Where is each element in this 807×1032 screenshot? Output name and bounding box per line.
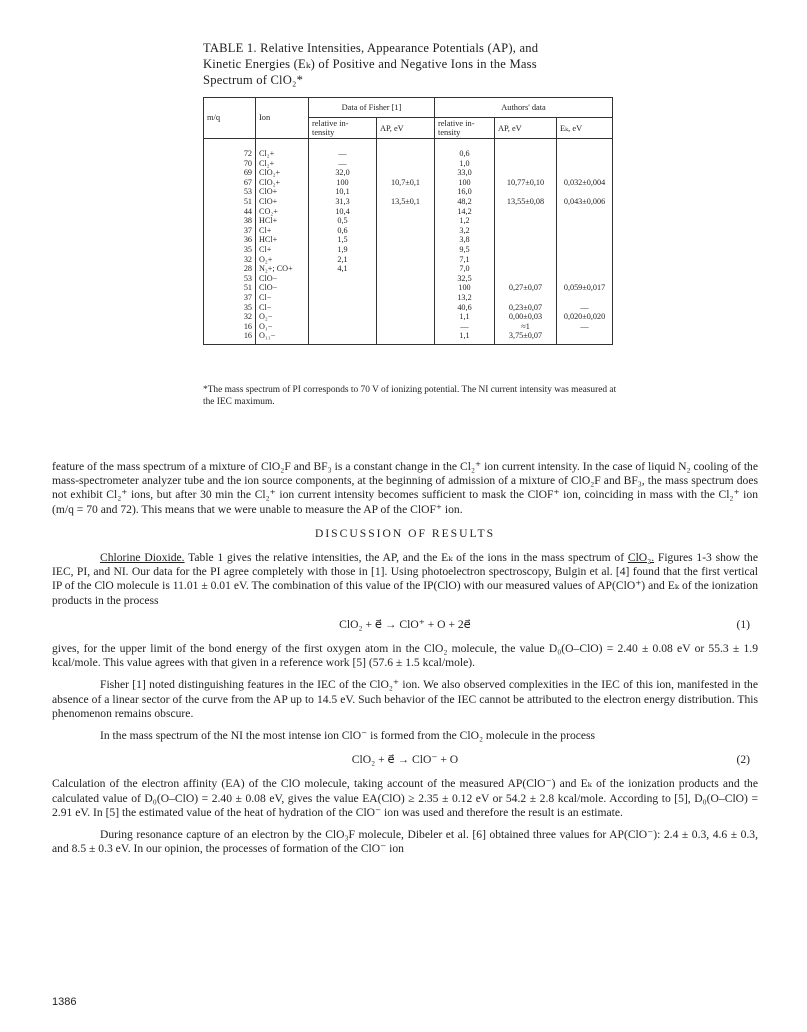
cell-ion: ClO₂+ <box>256 168 309 178</box>
cell-a-ek <box>557 264 613 274</box>
cell-ion: N₂+; CO+ <box>256 264 309 274</box>
table-row <box>204 207 613 217</box>
paragraph-7: During resonance capture of an electron by the ClO₃F molecule, Dibeler et al. [6] obtained three values for AP(ClO⁻): 2.4 ± 0.3, 4.6 ± 0.3, and 8.5 ± 0.3 eV. In our opinion, the processes of formation of the ClO⁻ ion <box>52 828 758 856</box>
cell-f-ap <box>377 245 435 255</box>
equation-1-text: ClO₂ + e⃗ → ClO⁺ + O + 2e⃗ <box>339 617 471 631</box>
cell-f-rel <box>309 322 377 332</box>
cell-f-ap <box>377 226 435 236</box>
caption-line-1: TABLE 1. Relative Intensities, Appearance Potentials (AP), and <box>203 41 539 55</box>
cell-mq: 28 <box>204 264 256 274</box>
cell-a-rel: 7,0 <box>435 264 495 274</box>
table-row <box>204 216 613 226</box>
header-authors-group: Authors' data <box>435 98 613 118</box>
cell-a-rel: 48,2 <box>435 197 495 207</box>
cell-f-rel: 1,5 <box>309 235 377 245</box>
table-row <box>204 159 613 169</box>
cell-a-ek: — <box>557 303 613 313</box>
cell-a-ap: 0,00±0,03 <box>495 312 557 322</box>
header-ion: Ion <box>256 98 309 139</box>
cell-ion: ClO₂+ <box>256 178 309 188</box>
cell-ion: Cl₂+ <box>256 149 309 159</box>
table-caption <box>203 40 623 88</box>
cell-a-ek <box>557 216 613 226</box>
cell-ion: O₂+ <box>256 255 309 265</box>
cell-ion: O₁− <box>256 322 309 332</box>
table-row <box>204 303 613 313</box>
table-row <box>204 149 613 159</box>
cell-a-rel: 16,0 <box>435 187 495 197</box>
cell-a-rel: 1,0 <box>435 159 495 169</box>
paragraph-2-underlined: ClO₂. <box>627 551 655 565</box>
data-table <box>203 97 613 345</box>
cell-f-rel: 2,1 <box>309 255 377 265</box>
cell-mq: 51 <box>204 283 256 293</box>
cell-mq: 44 <box>204 207 256 217</box>
equation-1 <box>52 618 758 632</box>
section-heading: DISCUSSION OF RESULTS <box>314 526 496 540</box>
table-row <box>204 235 613 245</box>
cell-mq: 72 <box>204 149 256 159</box>
cell-a-ek <box>557 331 613 344</box>
cell-a-ap <box>495 264 557 274</box>
page-number: 1386 <box>52 996 77 1008</box>
cell-a-rel: 9,5 <box>435 245 495 255</box>
cell-a-ek: — <box>557 322 613 332</box>
paragraph-1: feature of the mass spectrum of a mixture of ClO₂F and BF₃ is a constant change in the Cl₂⁺ ion current intensity. In the case of liquid N₂ cooling of the mass-spectrometer analyzer tube and the ion source components, at the beginning of admission of a mixture of ClO₂F and BF₃, the mass spectrum does not exhibit Cl₂⁺ ions, but after 30 min the Cl₂⁺ ion current intensity becomes sufficient to mask the ClOF⁺ ion, coinciding in mass with the Cl₂⁺ ion (m/q = 70 and 72). This means that we were unable to measure the AP of the ClOF⁺ ion. <box>52 460 758 516</box>
cell-a-ek <box>557 159 613 169</box>
cell-ion: ClO+ <box>256 187 309 197</box>
cell-f-rel <box>309 274 377 284</box>
cell-a-ek: 0,059±0,017 <box>557 283 613 293</box>
cell-a-ek <box>557 245 613 255</box>
paragraph-5: In the mass spectrum of the NI the most intense ion ClO⁻ is formed from the ClO₂ molecule in the process <box>100 729 596 743</box>
cell-a-ap: 3,75±0,07 <box>495 331 557 344</box>
cell-a-rel: 40,6 <box>435 303 495 313</box>
cell-f-ap <box>377 235 435 245</box>
body-text <box>52 460 758 856</box>
cell-ion: ClO− <box>256 283 309 293</box>
header-fisher-group: Data of Fisher [1] <box>309 98 435 118</box>
cell-a-ap: 13,55±0,08 <box>495 197 557 207</box>
cell-mq: 36 <box>204 235 256 245</box>
cell-a-ap <box>495 245 557 255</box>
cell-f-rel: 32,0 <box>309 168 377 178</box>
table-row <box>204 322 613 332</box>
cell-mq: 32 <box>204 255 256 265</box>
cell-f-rel: 0,6 <box>309 226 377 236</box>
table-row <box>204 293 613 303</box>
cell-a-ap <box>495 168 557 178</box>
caption-line-2: Kinetic Energies (Eₖ) of Positive and Negative Ions in the Mass <box>203 57 537 71</box>
cell-mq: 37 <box>204 293 256 303</box>
cell-ion: O₂− <box>256 312 309 322</box>
cell-a-rel: 100 <box>435 178 495 188</box>
cell-f-rel: — <box>309 159 377 169</box>
table-row <box>204 283 613 293</box>
table-row <box>204 264 613 274</box>
cell-ion: Cl− <box>256 293 309 303</box>
cell-a-ek: 0,020±0,020 <box>557 312 613 322</box>
cell-a-ap <box>495 226 557 236</box>
equation-2-text: ClO₂ + e⃗ → ClO⁻ + O <box>351 753 459 767</box>
table-row <box>204 312 613 322</box>
cell-mq: 53 <box>204 274 256 284</box>
cell-f-ap <box>377 331 435 344</box>
cell-f-ap <box>377 283 435 293</box>
cell-a-ek <box>557 255 613 265</box>
cell-mq: 32 <box>204 312 256 322</box>
cell-a-ap <box>495 149 557 159</box>
cell-mq: 38 <box>204 216 256 226</box>
header-fisher-rel: relative in- tensity <box>309 118 377 139</box>
cell-f-rel: 1,9 <box>309 245 377 255</box>
cell-a-ek <box>557 274 613 284</box>
cell-mq: 70 <box>204 159 256 169</box>
cell-a-rel: 14,2 <box>435 207 495 217</box>
cell-a-ek <box>557 207 613 217</box>
caption-line-3: Spectrum of ClO₂* <box>203 73 304 87</box>
cell-ion: ClO+ <box>256 197 309 207</box>
cell-a-ap: 0,27±0,07 <box>495 283 557 293</box>
cell-f-ap <box>377 168 435 178</box>
cell-f-rel: 10,4 <box>309 207 377 217</box>
cell-mq: 69 <box>204 168 256 178</box>
cell-a-ek <box>557 168 613 178</box>
cell-a-rel: 7,1 <box>435 255 495 265</box>
table-row <box>204 274 613 284</box>
paragraph-4: Fisher [1] noted distinguishing features in the IEC of the ClO₂⁺ ion. We also observed complexities in the IEC of this ion, manifested in the absence of a linear sector of the curve from the AP up to 14.5 eV. Such behavior of the IEC cannot be attributed to the electron energy distribution. This phenomenon remains obscure. <box>52 678 758 720</box>
cell-a-ap <box>495 216 557 226</box>
cell-f-rel: 4,1 <box>309 264 377 274</box>
table-row <box>204 331 613 344</box>
cell-a-rel: 1,1 <box>435 312 495 322</box>
table-footnote: *The mass spectrum of PI corresponds to 70 V of ionizing potential. The NI current intensity was measured at the IEC maximum. <box>203 385 617 407</box>
table-row <box>204 187 613 197</box>
cell-a-ap <box>495 274 557 284</box>
cell-a-rel: 100 <box>435 283 495 293</box>
cell-f-rel <box>309 331 377 344</box>
table-row <box>204 178 613 188</box>
cell-ion: Cl₂+ <box>256 159 309 169</box>
cell-f-ap: 10,7±0,1 <box>377 178 435 188</box>
table-row <box>204 245 613 255</box>
cell-mq: 35 <box>204 303 256 313</box>
cell-a-rel: 13,2 <box>435 293 495 303</box>
cell-ion: Cl− <box>256 303 309 313</box>
cell-f-ap <box>377 216 435 226</box>
cell-f-rel: 100 <box>309 178 377 188</box>
paragraph-2-b: Figures 1-3 show the IEC, PI, and NI. Our data for the PI agree completely with those in [1]. Using photoelectron spectroscopy, Bulgin et al. [4] found that the first vertical IP of the ClO molecule is 11.01 ± 0.01 eV. The combination of this value of the IP(ClO) with our measured values of AP(ClO⁺) and Eₖ of the ionization products in the process <box>52 551 758 607</box>
cell-f-rel <box>309 283 377 293</box>
cell-a-ap: 10,77±0,10 <box>495 178 557 188</box>
cell-ion: CO₂+ <box>256 207 309 217</box>
cell-a-ek <box>557 187 613 197</box>
cell-mq: 37 <box>204 226 256 236</box>
cell-f-rel: 10,1 <box>309 187 377 197</box>
cell-a-ap <box>495 159 557 169</box>
table-row <box>204 226 613 236</box>
cell-a-ap <box>495 255 557 265</box>
equation-1-number: (1) <box>736 617 750 631</box>
header-authors-ap: AP, eV <box>495 118 557 139</box>
cell-a-ek <box>557 149 613 159</box>
cell-f-rel <box>309 303 377 313</box>
header-fisher-ap: AP, eV <box>377 118 435 139</box>
cell-a-rel: 1,2 <box>435 216 495 226</box>
cell-f-ap <box>377 293 435 303</box>
cell-a-rel: — <box>435 322 495 332</box>
cell-f-ap <box>377 322 435 332</box>
equation-2-number: (2) <box>736 753 750 767</box>
paragraph-6: Calculation of the electron affinity (EA) of the ClO molecule, taking account of the measured AP(ClO⁻) and Eₖ of the ionization products and the calculated value of D₀(O–ClO) = 2.40 ± 0.08 eV, gives the value EA(ClO) ≥ 2.35 ± 0.12 eV or 54.2 ± 2.8 kcal/mole. According to [5], D₀(O–ClO) = 2.91 eV. In [5] the estimated value of the heat of hydration of the ClO⁻ ion was used and therefore the result is an estimate. <box>52 777 758 819</box>
header-authors-ek: Eₖ, eV <box>557 118 613 139</box>
cell-a-ek <box>557 293 613 303</box>
cell-a-ap <box>495 187 557 197</box>
cell-a-rel: 33,0 <box>435 168 495 178</box>
cell-a-ap <box>495 235 557 245</box>
cell-ion: O₁₁− <box>256 331 309 344</box>
cell-f-ap <box>377 274 435 284</box>
cell-f-ap <box>377 303 435 313</box>
cell-a-ap: 0,23±0,07 <box>495 303 557 313</box>
paragraph-2-lead: Chlorine Dioxide. <box>100 551 185 565</box>
cell-a-ek <box>557 226 613 236</box>
cell-f-ap <box>377 264 435 274</box>
cell-ion: ClO− <box>256 274 309 284</box>
cell-a-rel: 32,5 <box>435 274 495 284</box>
equation-2 <box>52 753 758 767</box>
paragraph-3: gives, for the upper limit of the bond energy of the first oxygen atom in the ClO₂ molecule, the value D₀(O–ClO) = 2.40 ± 0.08 eV or 55.3 ± 1.9 kcal/mole. This value agrees with that given in a reference work [5] (57.6 ± 1.5 kcal/mole). <box>52 642 758 670</box>
cell-mq: 16 <box>204 331 256 344</box>
header-authors-rel: relative in- tensity <box>435 118 495 139</box>
cell-mq: 16 <box>204 322 256 332</box>
cell-ion: HCl+ <box>256 216 309 226</box>
cell-mq: 35 <box>204 245 256 255</box>
cell-f-rel <box>309 293 377 303</box>
cell-mq: 53 <box>204 187 256 197</box>
cell-ion: Cl+ <box>256 245 309 255</box>
table-row <box>204 197 613 207</box>
cell-a-ek <box>557 235 613 245</box>
cell-a-rel: 1,1 <box>435 331 495 344</box>
paragraph-2-a: Table 1 gives the relative intensities, the AP, and the Eₖ of the ions in the mass spectrum of <box>184 551 628 565</box>
cell-f-ap <box>377 312 435 322</box>
cell-f-rel <box>309 312 377 322</box>
cell-f-rel: 0,5 <box>309 216 377 226</box>
cell-a-ap <box>495 293 557 303</box>
table-row <box>204 168 613 178</box>
cell-a-rel: 3,2 <box>435 226 495 236</box>
cell-a-ap <box>495 207 557 217</box>
cell-f-ap <box>377 187 435 197</box>
cell-f-ap <box>377 149 435 159</box>
header-mq: m/q <box>204 98 256 139</box>
cell-a-ek: 0,032±0,004 <box>557 178 613 188</box>
cell-f-rel: 31,3 <box>309 197 377 207</box>
cell-a-ap: ≈1 <box>495 322 557 332</box>
cell-a-ek: 0,043±0,006 <box>557 197 613 207</box>
cell-mq: 51 <box>204 197 256 207</box>
cell-a-rel: 0,6 <box>435 149 495 159</box>
table-row <box>204 255 613 265</box>
cell-mq: 67 <box>204 178 256 188</box>
cell-ion: HCl+ <box>256 235 309 245</box>
paragraph-2 <box>52 551 758 608</box>
cell-f-ap <box>377 207 435 217</box>
cell-ion: Cl+ <box>256 226 309 236</box>
cell-f-ap <box>377 255 435 265</box>
cell-f-ap: 13,5±0,1 <box>377 197 435 207</box>
cell-f-rel: — <box>309 149 377 159</box>
cell-f-ap <box>377 159 435 169</box>
cell-a-rel: 3,8 <box>435 235 495 245</box>
